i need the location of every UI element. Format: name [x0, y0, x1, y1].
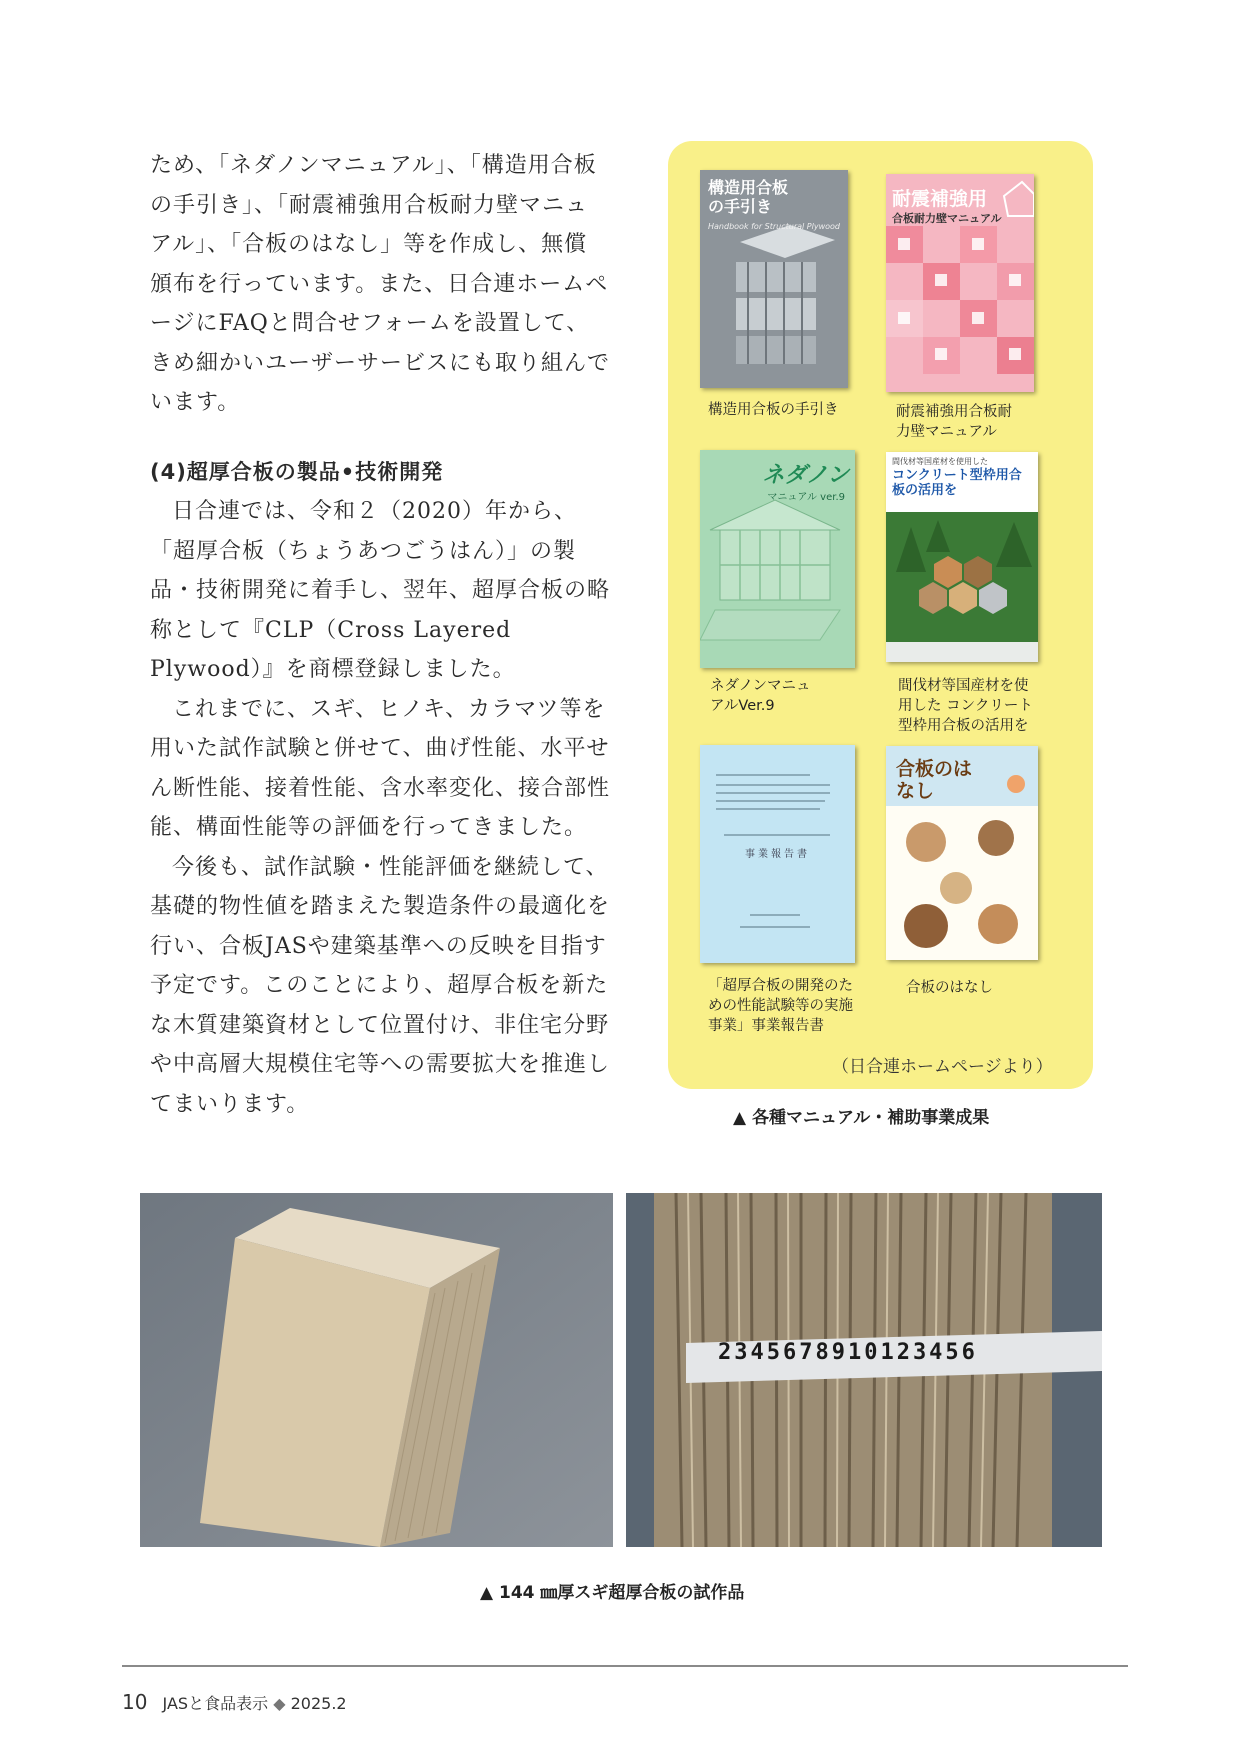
page-number: 10	[122, 1690, 148, 1714]
book-cover-project-report	[700, 745, 855, 963]
photo-plywood-cross-section	[626, 1193, 1102, 1547]
diamond-icon: ◆	[273, 1694, 286, 1713]
figure-caption: ▲ 144 ㎜厚スギ超厚合板の試作品	[480, 1583, 745, 1603]
book-caption: 耐震補強用合板耐力壁マニュアル	[896, 404, 1012, 440]
book-cover-formwork-plywood	[886, 452, 1038, 662]
book-caption: 「超厚合板の開発のための性能試験等の実施事業」事業報告書	[708, 978, 853, 1034]
book-cover-title: ネダノン	[762, 463, 849, 488]
book-cover-title: 耐震補強用	[892, 188, 988, 210]
book-cover-title: コンクリート型枠用合板の活用を	[892, 468, 1022, 498]
book-cover-subtitle: マニュアル ver.9	[767, 492, 845, 503]
plywood-block-photo	[140, 1193, 613, 1547]
plywood-layers-photo	[626, 1193, 1102, 1547]
book-caption: 間伐材等国産材を使用した コンクリート型枠用合板の活用を	[898, 678, 1033, 734]
issue-date: 2025.2	[290, 1694, 347, 1713]
footer-rule	[122, 1665, 1128, 1667]
figure-caption: ▲ 各種マニュアル・補助事業成果	[733, 1108, 990, 1128]
book-cover-title: 事業報告書	[745, 849, 810, 860]
book-cover-title: 合板のはなし	[896, 758, 973, 802]
book-cover-plywood-story	[886, 746, 1038, 960]
book-caption: 構造用合板の手引き	[708, 402, 839, 418]
book-cover-title: 構造用合板の手引き	[708, 178, 789, 216]
book-cover-subtitle: Handbook for Structural Plywood	[708, 222, 840, 231]
body-text	[150, 146, 610, 1124]
book-cover-seismic-manual	[886, 174, 1034, 392]
book-cover-nedanon-manual	[700, 450, 855, 668]
tape-measure-digits: 2345678910123456	[718, 1340, 978, 1365]
section-heading: (4)超厚合板の製品•技術開発	[150, 459, 444, 484]
book-cover-subtitle: 合板耐力壁マニュアル	[892, 212, 1002, 225]
paragraph: 今後も、試作試験・性能評価を継続して、基礎的物性値を踏まえた製造条件の最適化を行い、合板JASや建築基準への反映を目指す予定です。このことにより、超厚合板を新たな木質建築資材として位置付け、非住宅分野や中高層大規模住宅等への需要拡大を推進してまいります。	[150, 854, 611, 1117]
book-caption: ネダノンマニュアルVer.9	[710, 678, 811, 714]
book-cover-structural-plywood	[700, 170, 848, 388]
footer	[122, 1690, 347, 1714]
paragraph: これまでに、スギ、ヒノキ、カラマツ等を用いた試作試験と併せて、曲げ性能、水平せん断性能、接着性能、含水率変化、接合部性能、構面性能等の評価を行ってきました。	[150, 696, 611, 840]
book-cover-subtitle: 間伐材等国産材を使用した	[892, 457, 988, 466]
paragraph: ため、「ネダノンマニュアル」、「構造用合板の手引き」、「耐震補強用合板耐力壁マニュアル」、「合板のはなし」等を作成し、無償頒布を行っています。また、日合連ホームページにFAQと問合せフォームを設置して、きめ細かいユーザーサービスにも取り組んでいます。	[150, 153, 611, 415]
paragraph: 日合連では、令和２（2020）年から、「超厚合板（ちょうあつごうはん）」の製品・技術開発に着手し、翌年、超厚合板の略称として『CLP（Cross Layered Plywood）』を商標登録しました。	[150, 499, 611, 682]
photo-plywood-block	[140, 1193, 613, 1547]
book-caption: 合板のはなし	[906, 980, 993, 996]
journal-name: JASと食品表示	[162, 1694, 269, 1713]
panel-source-note: （日合連ホームページより）	[832, 1057, 1053, 1077]
